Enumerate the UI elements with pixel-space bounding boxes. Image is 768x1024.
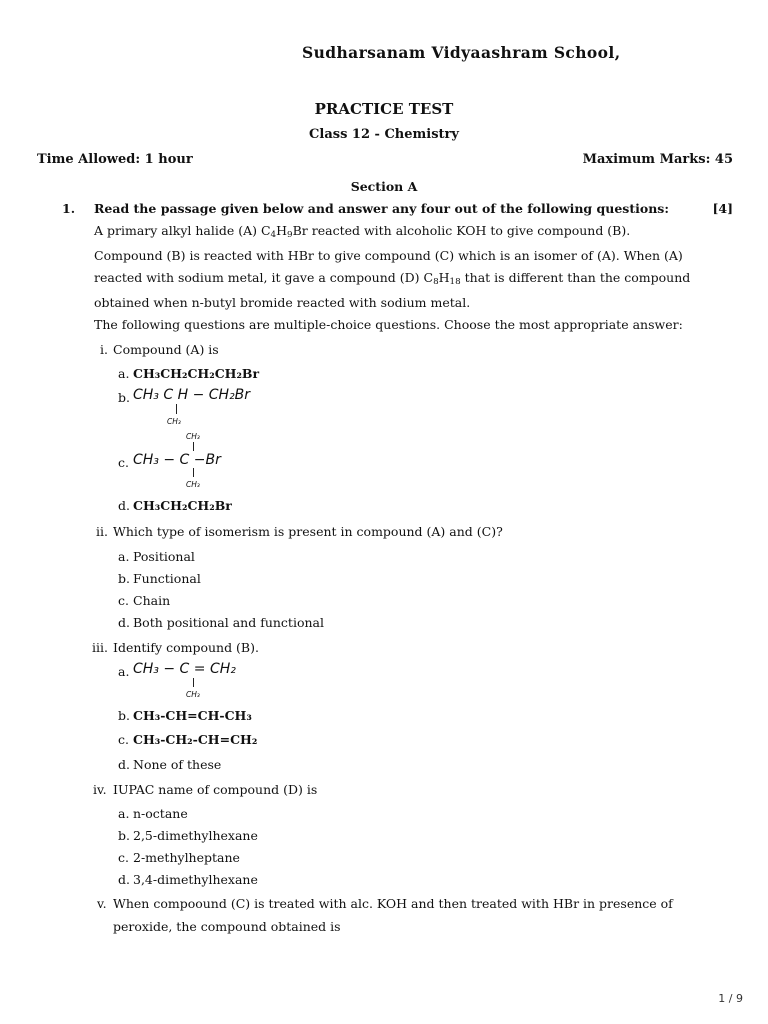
class-subject: Class 12 - Chemistry [309, 127, 459, 142]
subq-v-number: v. [97, 896, 107, 911]
subq-ii-option-c-label: c. [118, 593, 129, 608]
question-number: 1. [62, 201, 76, 216]
subq-ii-option-b-label: b. [118, 571, 130, 586]
subq-iii-option-a-label: a. [118, 664, 130, 679]
subq-v-text-line-2: peroxide, the compound obtained is [113, 919, 341, 934]
subq-v-text-line-1: When compoound (C) is treated with alc. KOH and then treated with HBr in presence of [113, 896, 673, 911]
subq-iii-option-a-bond [193, 678, 194, 687]
subq-ii-text: Which type of isomerism is present in compound (A) and (C)? [113, 524, 503, 539]
subq-ii-option-a: Positional [133, 549, 195, 564]
subq-ii-option-c: Chain [133, 593, 171, 608]
subq-i-option-b-label: b. [118, 390, 130, 405]
question-marks: [4] [712, 201, 733, 216]
subq-ii-number: ii. [96, 524, 108, 539]
passage-line-3: reacted with sodium metal, it gave a compound (D) $C_8H_{18}$ that is different than the compound [94, 270, 691, 287]
subq-iv-option-d-label: d. [118, 872, 130, 887]
subq-iii-option-b-label: b. [118, 708, 130, 723]
time-allowed: Time Allowed: 1 hour [37, 152, 193, 167]
passage-line-4: obtained when n-butyl bromide reacted with sodium metal. [94, 295, 471, 310]
subq-iv-option-d: 3,4-dimethylhexane [133, 872, 258, 887]
subq-i-option-a: CH₃CH₂CH₂CH₂Br [133, 366, 260, 381]
subq-iii-option-d: None of these [133, 757, 222, 772]
subq-i-number: i. [100, 342, 108, 357]
subq-iv-option-c-label: c. [118, 850, 129, 865]
subq-i-option-c-formula: CH₃ − C −Br [133, 452, 221, 468]
subq-i-option-c-branch-top: CH₃ [186, 432, 200, 441]
subq-i-option-c-bond-top [193, 442, 194, 451]
subq-iv-option-a-label: a. [118, 806, 130, 821]
subq-iii-option-d-label: d. [118, 757, 130, 772]
subq-iv-option-a: n-octane [133, 806, 188, 821]
school-name: Sudharsanam Vidyaashram School, [302, 43, 621, 62]
question-instruction: Read the passage given below and answer any four out of the following questions: [94, 201, 669, 216]
subq-i-option-b-formula: CH₃ C H − CH₂Br [133, 387, 251, 403]
subq-iv-option-c: 2-methylheptane [133, 850, 240, 865]
subq-ii-option-a-label: a. [118, 549, 130, 564]
subq-iii-option-a-formula: CH₃ − C = CH₂ [133, 661, 236, 677]
subq-i-text: Compound (A) is [113, 342, 219, 357]
subq-iii-number: iii. [92, 640, 108, 655]
section-heading: Section A [350, 179, 418, 194]
subq-ii-option-b: Functional [133, 571, 201, 586]
subq-iv-number: iv. [93, 782, 107, 797]
subq-iii-option-c-label: c. [118, 732, 129, 747]
passage-line-2: Compound (B) is reacted with HBr to give compound (C) which is an isomer of (A). When (A) [94, 248, 683, 263]
subq-i-option-c-branch-bottom: CH₃ [186, 480, 200, 489]
maximum-marks: Maximum Marks: 45 [582, 152, 733, 167]
subq-i-option-a-label: a. [118, 366, 130, 381]
test-title: PRACTICE TEST [314, 100, 454, 118]
subq-iv-option-b-label: b. [118, 828, 130, 843]
subq-iii-option-c: CH₃-CH₂-CH=CH₂ [133, 732, 258, 747]
page-number: 1 / 9 [718, 992, 743, 1005]
subq-i-option-c-bond-bottom [193, 468, 194, 477]
subq-i-option-d: CH₃CH₂CH₂Br [133, 498, 232, 513]
subq-iv-text: IUPAC name of compound (D) is [113, 782, 318, 797]
subq-ii-option-d: Both positional and functional [133, 615, 324, 630]
passage-line-5: The following questions are multiple-choice questions. Choose the most appropriate answer: [94, 317, 683, 332]
subq-i-option-b-branch: CH₃ [167, 417, 181, 426]
subq-iii-text: Identify compound (B). [113, 640, 259, 655]
subq-i-option-c-label: c. [118, 455, 129, 470]
subq-ii-option-d-label: d. [118, 615, 130, 630]
subq-iii-option-b: CH₃-CH=CH-CH₃ [133, 708, 252, 723]
subq-i-option-d-label: d. [118, 498, 130, 513]
passage-line-1: A primary alkyl halide (A) $C_4H_9Br$ reacted with alcoholic KOH to give compound (B). [94, 223, 631, 240]
subq-i-option-b-bond [176, 404, 177, 414]
subq-iv-option-b: 2,5-dimethylhexane [133, 828, 258, 843]
subq-iii-option-a-branch: CH₃ [186, 690, 200, 699]
